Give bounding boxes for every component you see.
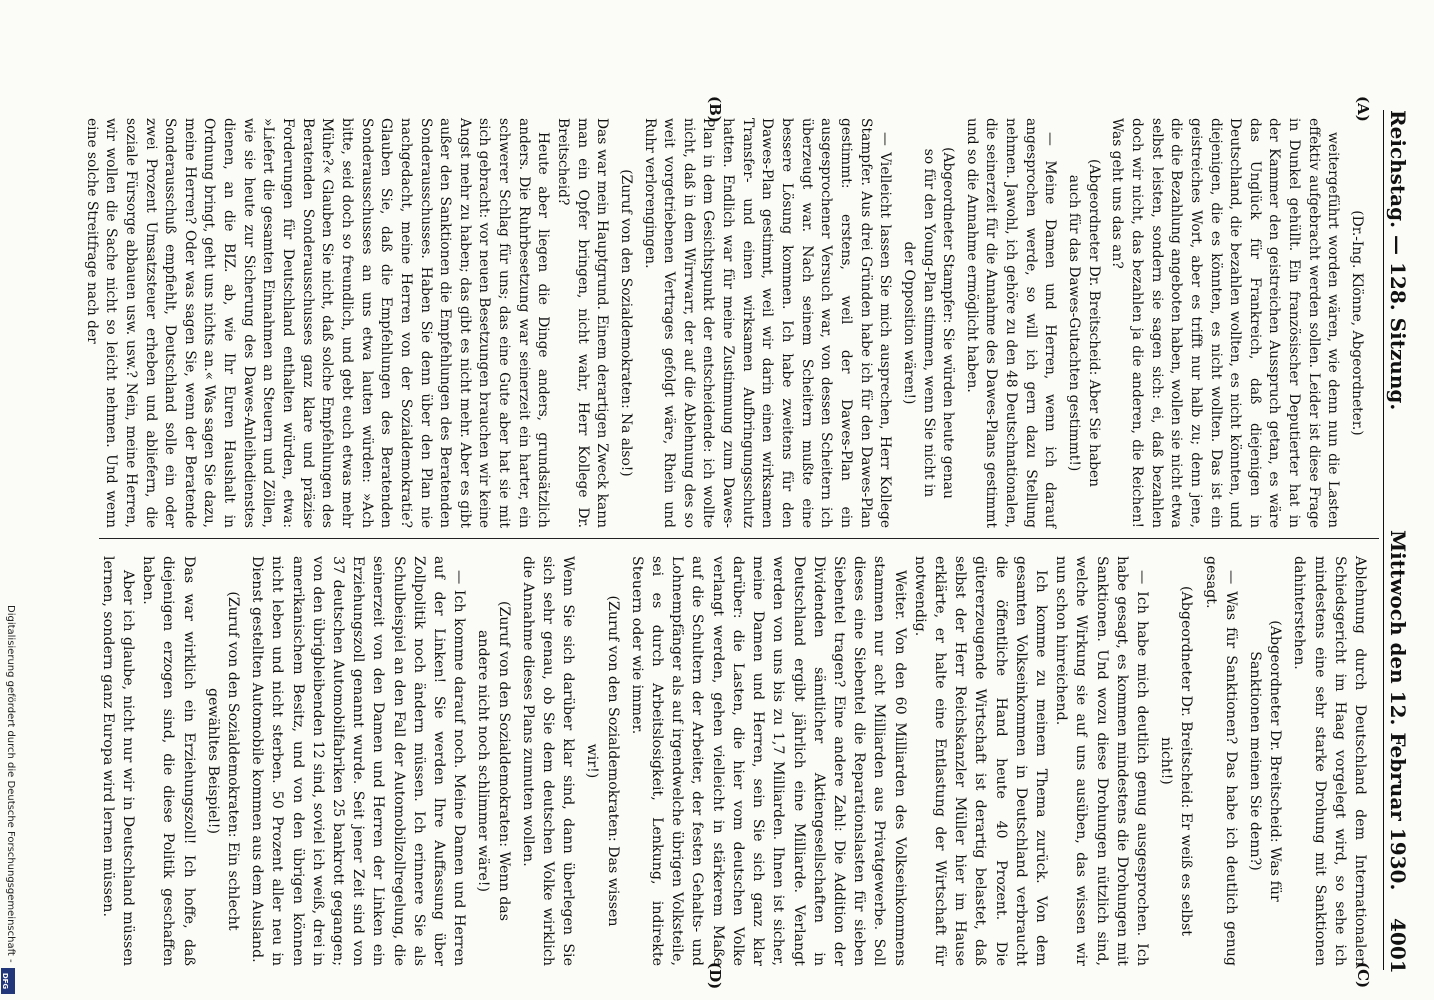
paragraph: — Meine Damen und Herren, wenn ich darauf angesprochen werde, so will ich gern dazu Stellung nehmen. Jawohl, ich gehöre zu den 48 Deutschnationalen, die seinerzeit für die Annahme des Dawes-Plans gestimmt und so die Annahme ermöglicht haben.	[963, 118, 1059, 528]
column-divider	[99, 538, 1379, 539]
paragraph: Aber ich glaube, nicht nur wir in Deutschland müssen lernen, sondern ganz Europa wird lernen müssen.	[99, 556, 137, 966]
paragraph: Ablehnung durch Deutschland dem Internationalen Schiedsgericht im Haag vorgelegt wird, so sehe ich mindestens eine sehr starke Drohung mit Sanktionen dahinterstehen.	[1291, 556, 1368, 966]
paragraph: Weiter. Von den 60 Milliarden des Volkseinkommens stammen nur acht Milliarden aus Privatgewerbe. Soll dieses eine Siebentel die Reparationslasten für sieben Siebentel tragen? Eine andere Zahl: Die Addition der Dividenden sämtlicher Aktiengesellschaften in Deutschland ergibt jährlich eine Milliarde. Verlangt werden von uns bis zu 1,7 Milliarden. Ihnen ist sicher, meine Damen und Herren, sein Sie sich ganz klar darüber: die Lasten, die hier vom deutschen Volke verlangt werden, gehen vielleicht in stärkerem Maße auf die Schultern der Arbeiter, der festen Gehalts- und Lohnempfänger als auf irgendwelche übrigen Volksteile, sei es durch Arbeitslosigkeit, Lenkung, indirekte Steuern oder wie immer.	[628, 556, 908, 966]
margin-marker-b: (B)	[706, 96, 724, 123]
dfg-logo	[1, 968, 15, 994]
header-date: Mittwoch den 12. Februar 1930.	[1386, 530, 1410, 891]
page-header	[1383, 110, 1410, 974]
header-title: Reichstag. — 128. Sitzung.	[1386, 110, 1410, 411]
margin-marker-d: (D)	[706, 962, 724, 990]
paragraph: — Was für Sanktionen? Das habe ich deutlich genug gesagt.	[1202, 556, 1239, 966]
interjection: (Zuruf von den Sozialdemokraten: Ein schlecht gewähltes Beispiel!)	[204, 591, 242, 931]
interjection: (Abgeordneter Dr. Breitscheid: Er weiß es selbst nicht!)	[1158, 586, 1195, 936]
paragraph: Heute aber liegen die Dinge anders, grundsätzlich anders. Die Ruhrbesetzung war seinerzeit ein harter, ein schwerer Schlag für uns; das eine Gute aber hat sie mit sich gebracht: vor neuen Besetzungen brauchen wir keine Angst mehr zu haben; das gibt es nicht mehr. Aber es gibt außer den Sanktionen die Empfehlungen des Beratenden Sonderausschusses. Haben Sie denn über den Plan nie nachgedacht, meine Herren von der Sozialdemokratie? Glauben Sie, daß die Empfehlungen des Beratenden Sonderausschusses an uns etwa lauten würden: »Ach bitte, seid doch so freundlich, und gebt euch etwas mehr Mühe?« Glauben Sie nicht, daß solche Empfehlungen des Beratenden Sonderausschusses ganz klare und präzise Forderungen für Deutschland enthalten würden, etwa: »Liefert die gesamten Einnahmen an Steuern und Zöllen, wie sie heute zur Sicherung des Dawes-Anleihedienstes dienen, an die BIZ. ab, wie Ihr Euren Haushalt in Ordnung bringt, geht uns nichts an.« Was sagen Sie dazu, meine Herren? Oder was sagen Sie, wenn der Beratende Sonderausschuß empfiehlt, Deutschland solle ein oder zwei Prozent Umsatzsteuer erheben und abliefern, die soziale Fürsorge abbauen usw. usw.? Nein, meine Herren, wir wollen die Sache nicht so leicht nehmen. Und wenn eine solche Streitfrage nach der	[83, 118, 552, 528]
digitization-note-text: Digitalisierung gefördert durch die Deutsche Forschungsgemeinschaft -	[5, 605, 16, 963]
paragraph: — Ich komme darauf noch. Meine Damen und Herren auf der Linken! Sie werden Ihre Auffassung über Zollpolitik noch ändern müssen. Ich erinnere Sie als Schulbeispiel an den Fall der Automobilzollregelung, die seinerzeit von den Damen und Herren der Linken ein Erziehungszoll genannt wurde. Seit jener Zeit sind von 37 deutschen Automobilfabriken 25 bankrott gegangen; von den übrigbleibenden 12 sind, soviel ich weiß, drei in amerikanischem Besitz, und von den übrigen können nicht leben und nicht sterben. 50 Prozent aller neu in Dienst gestellten Automobile kommen aus dem Ausland.	[249, 556, 468, 966]
paragraph: Wenn Sie sich darüber klar sind, dann überlegen Sie sich sehr genau, ob Sie dem deutschen Volke wirklich die Annahme dieses Plans zumuten wollen.	[519, 556, 577, 966]
interjection: (Zuruf von den Sozialdemokraten: Das wissen wir!)	[584, 595, 621, 927]
digitization-note	[2, 605, 16, 1000]
interjection: (Abgeordneter Stampfer: Sie würden heute genau so für den Young-Plan stimmen, wenn Sie nicht in der Opposition wären!)	[900, 147, 957, 499]
left-text-column	[81, 118, 1370, 528]
paragraph: Das war mein Hauptgrund. Einem derartigen Zweck kann man ein Opfer bringen, nicht wahr, Herr Kollege Dr. Breitscheid?	[555, 118, 611, 528]
dfg-logo-text: DFG	[1, 972, 10, 990]
paragraph: Das war wirklich ein Erziehungszoll! Ich hoffe, daß diejenigen erzogen sind, die diese Politik geschaffen haben.	[140, 556, 197, 966]
interjection: (Abgeordneter Dr. Breitscheid: Aber Sie haben auch für das Dawes-Gutachten gestimmt!)	[1066, 159, 1102, 487]
paragraph: Ich komme zu meinem Thema zurück. Von dem gesamten Volkseinkommen in Deutschland verbraucht die öffentliche Hand heute 40 Prozent. Die gütererzeugende Wirtschaft ist derartig belastet, daß selbst der Herr Reichskanzler Müller hier im Hause erklärte, er halte eine Entlastung der Wirtschaft für notwendig.	[911, 556, 1049, 966]
right-text-column	[98, 556, 1370, 966]
margin-marker-c: (C)	[1354, 962, 1372, 989]
interjection: (Zuruf von den Sozialdemokraten: Na also!)	[617, 169, 634, 477]
interjection: (Abgeordneter Dr. Breitscheid: Was für Sanktionen meinen Sie denn?)	[1246, 620, 1284, 902]
paragraph: — Vielleicht lassen Sie mich ausprechen, Herr Kollege Stampfer. Aus drei Gründen habe ich für den Dawes-Plan gestimmt: erstens, weil der Dawes-Plan ein ausgesprochener Versuch war, von dessen Scheitern ich überzeugt war. Nach seinem Scheitern mußte eine bessere Lösung kommen. Ich habe zweitens für den Dawes-Plan gestimmt, weil wir darin einen wirksamen Transfer- und einen wirksamen Aufbringungsschutz hatten. Endlich war für meine Zustimmung zum Dawes-Plan in dem Gesichtspunkt der entscheidende: ich wollte nicht, daß in dem Wirrwarr, der auf die Ablehnung des so weit vorgetriebenen Vertrages gefolgt wäre, Rhein und Ruhr verlorengingen.	[641, 118, 894, 528]
paragraph: weitergeführt worden wären, wie denn nun die Lasten effektiv aufgebracht werden sollen. Leider ist diese Frage in Dunkel gehüllt. Ein französischer Deputierter hat in der Kammer den geistreichen Ausspruch getan, es wäre das Unglück für Frankreich, daß diejenigen in Deutschland, die bezahlen wollten, es nicht könnten, und diejenigen, die es könnten, es nicht wollten. Das ist ein geistreiches Wort, aber es trifft nur halb zu; denn jene, die die Bezahlung angeboten haben, wollen sie nicht etwa selbst leisten, sondern sie sagen sich: ei, daß bezahlen doch wir nicht, das bezahlen ja die anderen, die Reichen! Was geht uns das an?	[1109, 118, 1342, 528]
interjection: (Zuruf von den Sozialdemokraten: Wenn das andere nicht noch schlimmer wäre!)	[475, 600, 512, 922]
margin-marker-a: (A)	[1354, 96, 1372, 122]
paragraph: — Ich habe mich deutlich genug ausgesprochen. Ich habe gesagt, es kommen mindestens die Drohungen mit Sanktionen. Und wozu diese Drohungen nützlich sind, welche Wirkung sie auf uns ausüben, das wissen wir nun schon hinreichend.	[1053, 556, 1150, 966]
page-number: 4001	[1386, 918, 1410, 974]
interjection: (Dr.-Ing. Klönne, Abgeordneter.)	[1349, 210, 1365, 436]
